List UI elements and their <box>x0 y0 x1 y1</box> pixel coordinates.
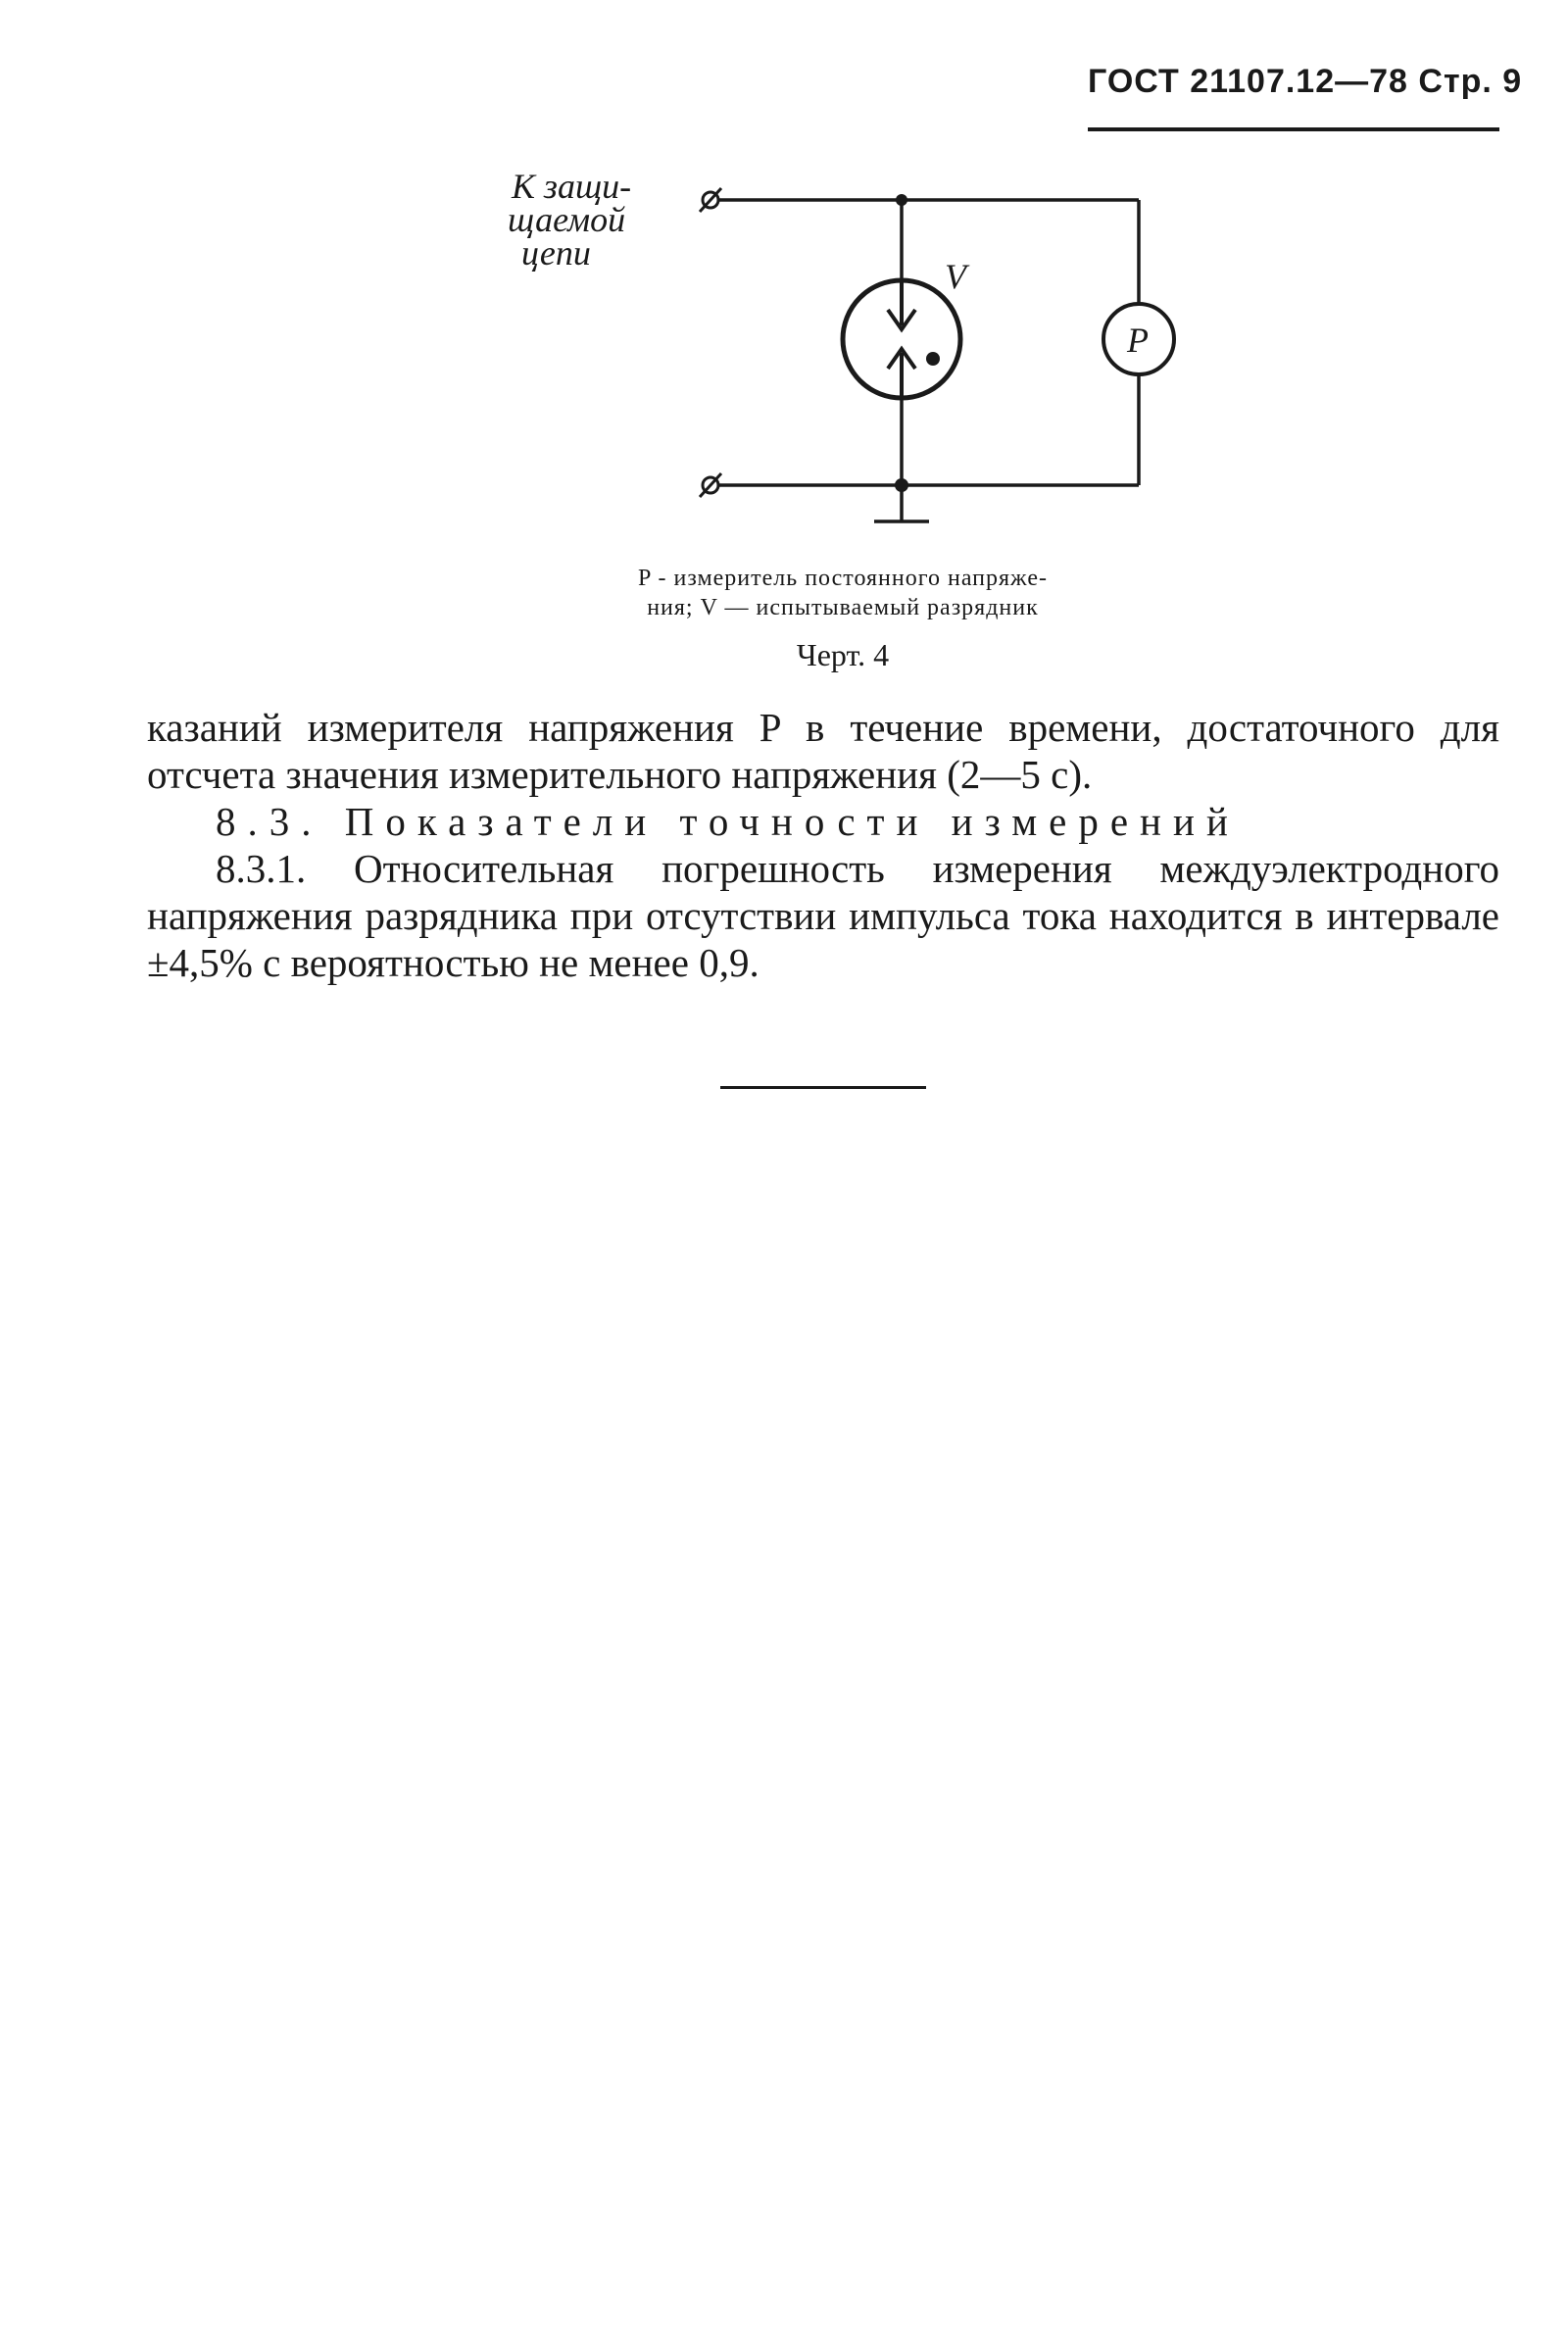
bottom-terminal-icon <box>700 473 721 497</box>
caption-line2: ния; V — испытываемый разрядник <box>647 595 1039 620</box>
section-heading: 8.3. Показатели точности измерений <box>216 799 1240 844</box>
paragraph-continuation: казаний измерителя напряжения P в течение времени, достаточного для отсчета значения измерительного напряжения (2—5 с). <box>147 705 1499 797</box>
arrester-label: V <box>945 257 966 296</box>
paragraph-accuracy: 8.3.1. Относительная погрешность измерения междуэлектродного напряжения разрядника при отсутствии импульса тока находится в интервале ±4,5% с вероятностью не менее 0,9. <box>147 846 1499 985</box>
voltmeter-label: P <box>1127 321 1149 360</box>
body-text <box>147 704 1499 986</box>
end-rule <box>720 1086 926 1089</box>
circuit-diagram <box>490 157 1196 569</box>
page-header: ГОСТ 21107.12—78 Стр. 9 <box>1088 63 1523 100</box>
top-terminal-icon <box>700 188 721 212</box>
figure-caption <box>490 564 1196 622</box>
arrester-icon <box>843 280 960 398</box>
bottom-junction-dot <box>895 478 908 492</box>
top-junction-dot <box>896 194 907 206</box>
circuit-label-line3: цепи <box>521 233 591 272</box>
circuit-figure <box>490 157 1196 569</box>
figure-title: Черт. 4 <box>796 637 890 672</box>
header-rule <box>1088 127 1499 131</box>
circuit-label-line1: К защи- <box>512 167 632 206</box>
circuit-label-line2: щаемой <box>508 200 626 239</box>
caption-line1: P - измеритель постоянного напряже- <box>638 566 1048 591</box>
